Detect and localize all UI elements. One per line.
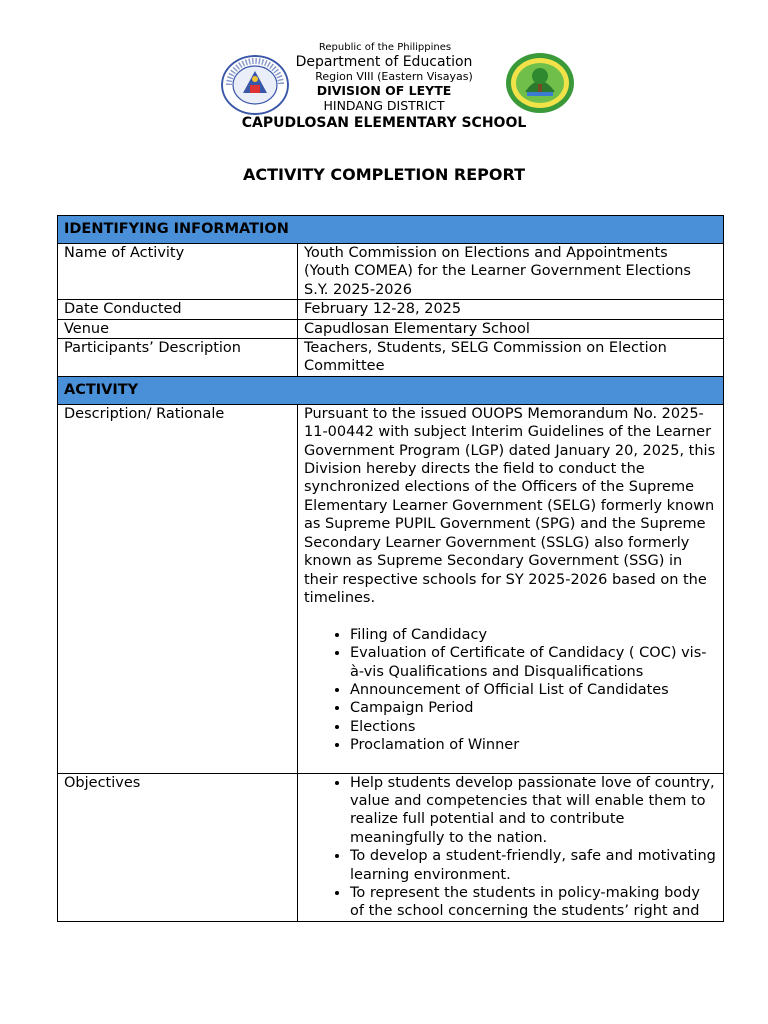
report-table bbox=[57, 215, 724, 922]
list-item: • To represent the students in policy-making body of the school concerning the students’ right and bbox=[350, 884, 717, 921]
participants-label: Participants’ Description bbox=[58, 339, 298, 377]
date-conducted-value: February 12-28, 2025 bbox=[298, 300, 724, 319]
venue-label: Venue bbox=[58, 319, 298, 338]
description-cell bbox=[298, 404, 724, 773]
participants-value: Teachers, Students, SELG Commission on Election Committee bbox=[298, 339, 724, 377]
list-item: • Help students develop passionate love of country, value and competencies that will enable them to realize full potential and to contribute meaningfully to the nation. bbox=[350, 774, 717, 848]
region-line: Region VIII (Eastern Visayas) bbox=[315, 70, 473, 83]
name-of-activity-value: Youth Commission on Elections and Appointments (Youth COMEA) for the Learner Government Elections S.Y. 2025-2026 bbox=[298, 244, 724, 300]
name-of-activity-label: Name of Activity bbox=[58, 244, 298, 300]
table-row bbox=[58, 339, 724, 377]
division-line: DIVISION OF LEYTE bbox=[316, 83, 452, 98]
table-row bbox=[58, 319, 724, 338]
district-line: HINDANG DISTRICT bbox=[323, 98, 445, 113]
department-line: Department of Education bbox=[295, 54, 473, 70]
school-name: CAPUDLOSAN ELEMENTARY SCHOOL bbox=[241, 115, 527, 131]
list-item: • To develop a student-friendly, safe and motivating learning environment. bbox=[350, 847, 717, 884]
republic-line: Republic of the Philippines bbox=[318, 42, 452, 53]
objectives-label: Objectives bbox=[58, 773, 298, 921]
description-text: Pursuant to the issued OUOPS Memorandum No. 2025-11-00442 with subject Interim Guidelines of the Learner Government Program (LGP) dated January 20, 2025, this Division hereby directs the field to conduct the synchronized elections of the Officers of the Supreme Elementary Learner Government (SELG) formerly known as Supreme PUPIL Government (SPG) and the Supreme Secondary Learner Government (SSLG) also formerly known as Supreme Secondary Government (SSG) in their respective schools for SY 2025-2026 based on the timelines. bbox=[304, 405, 716, 606]
objectives-cell bbox=[298, 773, 724, 921]
date-conducted-label: Date Conducted bbox=[58, 300, 298, 319]
table-row bbox=[58, 773, 724, 921]
list-item: • Campaign Period bbox=[350, 699, 717, 717]
list-item: • Elections bbox=[350, 718, 717, 736]
table-row bbox=[58, 404, 724, 773]
list-item: • Proclamation of Winner bbox=[350, 736, 717, 754]
section-header-activity bbox=[58, 376, 724, 404]
venue-value: Capudlosan Elementary School bbox=[298, 319, 724, 338]
description-label: Description/ Rationale bbox=[58, 404, 298, 773]
section-header-identifying bbox=[58, 216, 724, 244]
list-item: • Evaluation of Certificate of Candidacy ( COC) vis-à-vis Qualifications and Disqualifications bbox=[350, 644, 717, 681]
table-row bbox=[58, 300, 724, 319]
timeline-list bbox=[304, 626, 717, 755]
list-item: • Filing of Candidacy bbox=[350, 626, 717, 644]
section-header-label: ACTIVITY bbox=[58, 376, 724, 404]
objectives-list bbox=[304, 774, 717, 921]
report-title: ACTIVITY COMPLETION REPORT bbox=[242, 165, 526, 184]
table-row bbox=[58, 244, 724, 300]
section-header-label: IDENTIFYING INFORMATION bbox=[58, 216, 724, 244]
list-item: • Announcement of Official List of Candidates bbox=[350, 681, 717, 699]
letterhead bbox=[0, 0, 768, 140]
